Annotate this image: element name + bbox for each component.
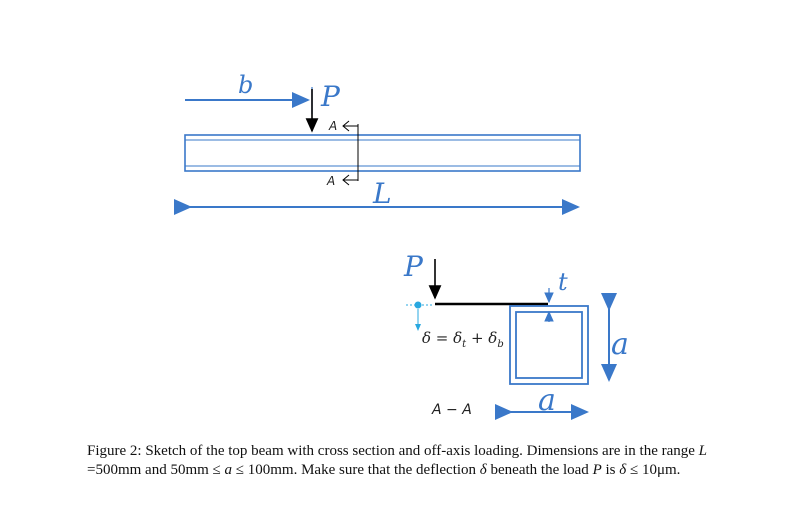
caption-a-symbol: a (224, 462, 233, 478)
load-label-top: P (321, 80, 340, 113)
caption-text-1: Figure 2: Sketch of the top beam with cross section and off-axis loading. Dimensions are in the range (87, 443, 699, 459)
section-cut-arrow-upper (343, 121, 358, 131)
section-cut-arrow-lower (343, 175, 358, 185)
deflection-eq-main: δ = δ (422, 329, 463, 347)
figure-caption (87, 442, 737, 480)
L-label: L (373, 177, 392, 210)
deflection-eq-plus: + δ (466, 329, 498, 347)
caption-text-2: =500mm and 50mm ≤ (87, 462, 225, 478)
b-label: b (238, 71, 254, 99)
section-label-lower: A (327, 174, 336, 188)
caption-P-symbol: P (592, 462, 602, 478)
a-side-label: a (611, 327, 629, 362)
load-label-section: P (404, 250, 423, 283)
caption-L-symbol: L (698, 443, 708, 459)
section-label-upper: A (329, 119, 338, 133)
deflection-eq-sub-b: b (497, 339, 504, 350)
thickness-label: t (558, 268, 568, 296)
deflection-point (415, 302, 422, 309)
caption-delta-symbol-2: δ (619, 462, 627, 478)
deflection-equation (422, 331, 504, 350)
deflection-eq-sub-t: t (462, 339, 467, 350)
a-bottom-label: a (538, 383, 556, 418)
caption-text-4: beneath the load (486, 462, 593, 478)
caption-text-6: ≤ 10μm. (626, 462, 681, 478)
caption-text-5: is (601, 462, 620, 478)
caption-text-3: ≤ 100mm. Make sure that the deflection (232, 462, 480, 478)
section-name-label: A − A (432, 402, 472, 418)
caption-delta-symbol: δ (479, 462, 487, 478)
